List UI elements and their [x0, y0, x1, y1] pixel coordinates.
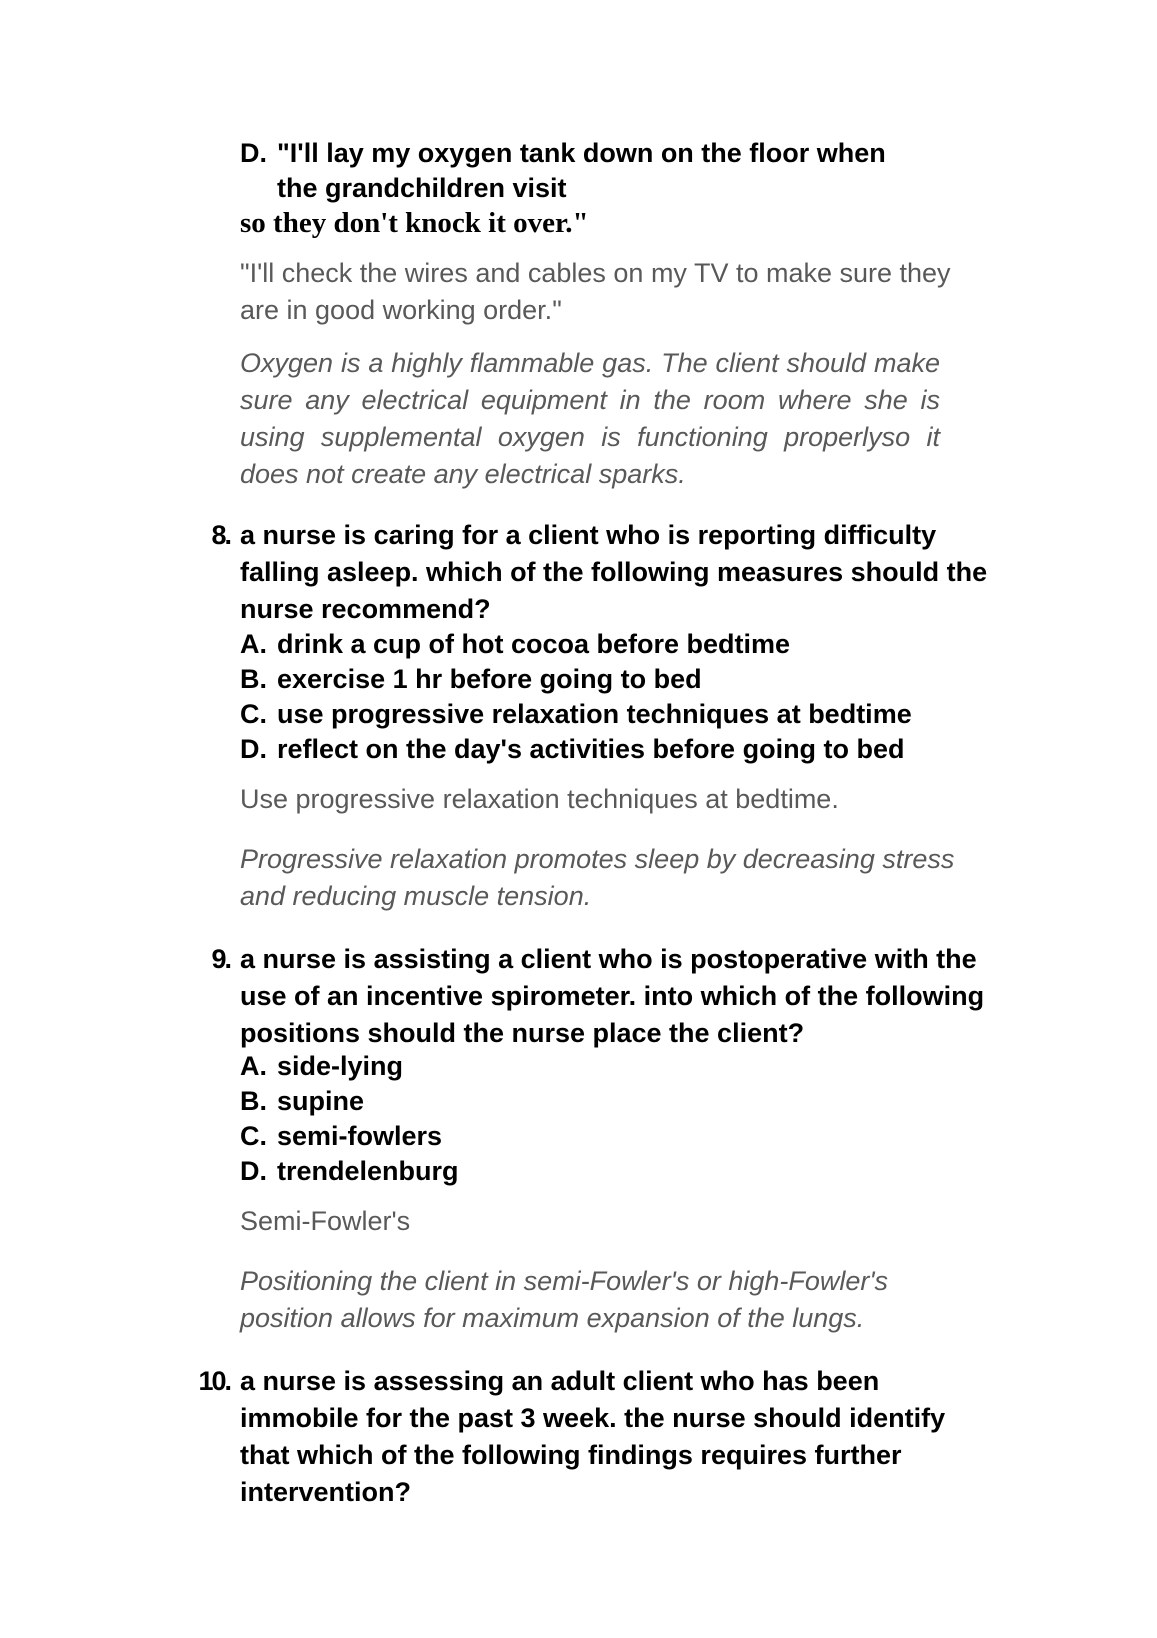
question-stem: a nurse is assessing an adult client who has been immobile for the past 3 week. the nurse should identify that which of the following findings requires further intervention?	[240, 1366, 946, 1507]
question-9	[180, 941, 1000, 1052]
question-stem: a nurse is caring for a client who is reporting difficulty falling asleep. which of the following measures should the nurse recommend?	[240, 520, 988, 624]
option-letter: D.	[240, 1156, 267, 1186]
q8-answer: Use progressive relaxation techniques at bedtime.	[240, 784, 839, 814]
option-letter: D.	[240, 734, 267, 764]
option-letter: D.	[240, 138, 267, 168]
q9-option-a	[240, 1049, 980, 1084]
q9-options	[240, 1049, 980, 1189]
option-letter: A.	[240, 1051, 267, 1081]
q8-option-c	[240, 697, 980, 732]
question-number: 9.	[211, 944, 230, 974]
q9-rationale: Positioning the client in semi-Fowler's or high-Fowler's position allows for maximum expansion of the lungs.	[240, 1266, 889, 1333]
option-letter: B.	[240, 664, 267, 694]
question-8	[180, 517, 1000, 628]
option-text: reflect on the day's activities before going to bed	[277, 734, 905, 764]
q8-option-d	[240, 732, 980, 767]
option-letter: A.	[240, 629, 267, 659]
question-stem: a nurse is assisting a client who is postoperative with the use of an incentive spirometer. into which of the following positions should the nurse place the client?	[240, 944, 985, 1048]
q8-option-b	[240, 662, 980, 697]
q8-option-a	[240, 627, 980, 662]
option-text: exercise 1 hr before going to bed	[277, 664, 702, 694]
q7-answer: "I'll check the wires and cables on my TV to make sure they are in good working order."	[240, 258, 951, 325]
option-letter: B.	[240, 1086, 267, 1116]
option-text: trendelenburg	[277, 1156, 459, 1186]
option-letter: C.	[240, 1121, 267, 1151]
q7-option-d-continuation: so they don't knock it over."	[240, 207, 589, 239]
option-text: use progressive relaxation techniques at bedtime	[277, 699, 912, 729]
option-letter: C.	[240, 699, 267, 729]
q7-rationale: Oxygen is a highly flammable gas. The client should make sure any electrical equipment in the room where she is using supplemental oxygen is functioning properlyso it does not create any electrical sparks.	[240, 348, 940, 489]
question-10	[180, 1363, 1000, 1511]
option-text: "I'll lay my oxygen tank down on the floor when the grandchildren visit	[277, 138, 886, 203]
option-text: drink a cup of hot cocoa before bedtime	[277, 629, 791, 659]
question-number: 10.	[198, 1366, 230, 1396]
option-text: semi-fowlers	[277, 1121, 443, 1151]
question-number: 8.	[211, 520, 230, 550]
q9-option-c	[240, 1119, 980, 1154]
q8-rationale: Progressive relaxation promotes sleep by decreasing stress and reducing muscle tension.	[240, 844, 955, 911]
q9-option-b	[240, 1084, 980, 1119]
q8-options	[240, 627, 980, 767]
option-text: side-lying	[277, 1051, 404, 1081]
q9-answer: Semi-Fowler's	[240, 1206, 411, 1236]
q9-option-d	[240, 1154, 980, 1189]
q7-option-d	[240, 136, 980, 206]
option-text: supine	[277, 1086, 365, 1116]
